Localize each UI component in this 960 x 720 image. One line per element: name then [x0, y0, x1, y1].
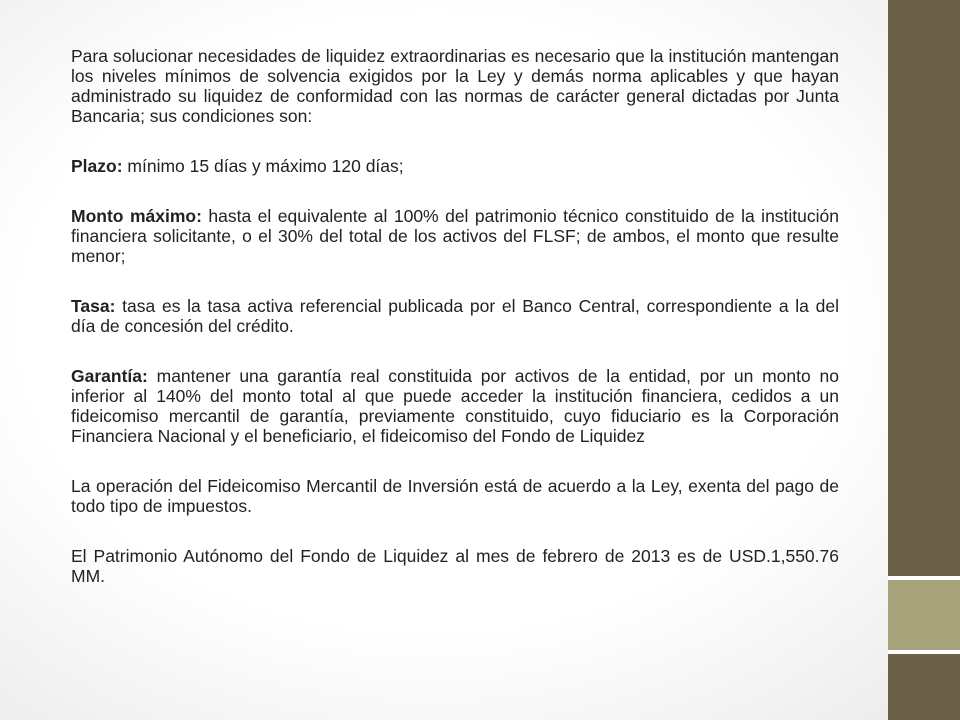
paragraph-tasa [71, 296, 839, 336]
monto-maximo-text: hasta el equivalente al 100% del patrimonio técnico constituido de la institución financiera solicitante, o el 30% del total de los activos del FLSF; de ambos, el monto que resulte menor; [71, 206, 839, 266]
paragraph-intro [71, 46, 839, 126]
plazo-text: mínimo 15 días y máximo 120 días; [122, 156, 404, 176]
plazo-label: Plazo: [71, 156, 123, 176]
paragraph-fideicomiso-text: La operación del Fideicomiso Mercantil de Inversión está de acuerdo a la Ley, exenta del pago de todo tipo de impuestos. [71, 476, 839, 516]
paragraph-plazo [71, 156, 839, 176]
tasa-label: Tasa: [71, 296, 116, 316]
paragraph-patrimonio [71, 546, 839, 586]
slide-body-text [71, 46, 839, 616]
paragraph-garantia [71, 366, 839, 446]
garantia-text: mantener una garantía real constituida por activos de la entidad, por un monto no inferior al 140% del monto total al que puede acceder la institución financiera, cedidos a un fideicomiso mercantil de garantía, previamente constituido, cuyo fiduciario es la Corporación Financiera Nacional y el beneficiario, el fideicomiso del Fondo de Liquidez [71, 366, 839, 446]
side-accent-block [888, 580, 960, 650]
garantia-label: Garantía: [71, 366, 148, 386]
paragraph-fideicomiso [71, 476, 839, 516]
paragraph-patrimonio-text: El Patrimonio Autónomo del Fondo de Liquidez al mes de febrero de 2013 es de USD.1,550.76 MM. [71, 546, 839, 586]
side-accent-divider-bottom [888, 650, 960, 654]
paragraph-monto-maximo [71, 206, 839, 266]
paragraph-intro-text: Para solucionar necesidades de liquidez extraordinarias es necesario que la institución mantengan los niveles mínimos de solvencia exigidos por la Ley y demás norma aplicables y que hayan administrado su liquidez de conformidad con las normas de carácter general dictadas por Junta Bancaria; sus condiciones son: [71, 46, 839, 126]
monto-maximo-label: Monto máximo: [71, 206, 202, 226]
tasa-text: tasa es la tasa activa referencial publicada por el Banco Central, correspondiente a la del día de concesión del crédito. [71, 296, 839, 336]
